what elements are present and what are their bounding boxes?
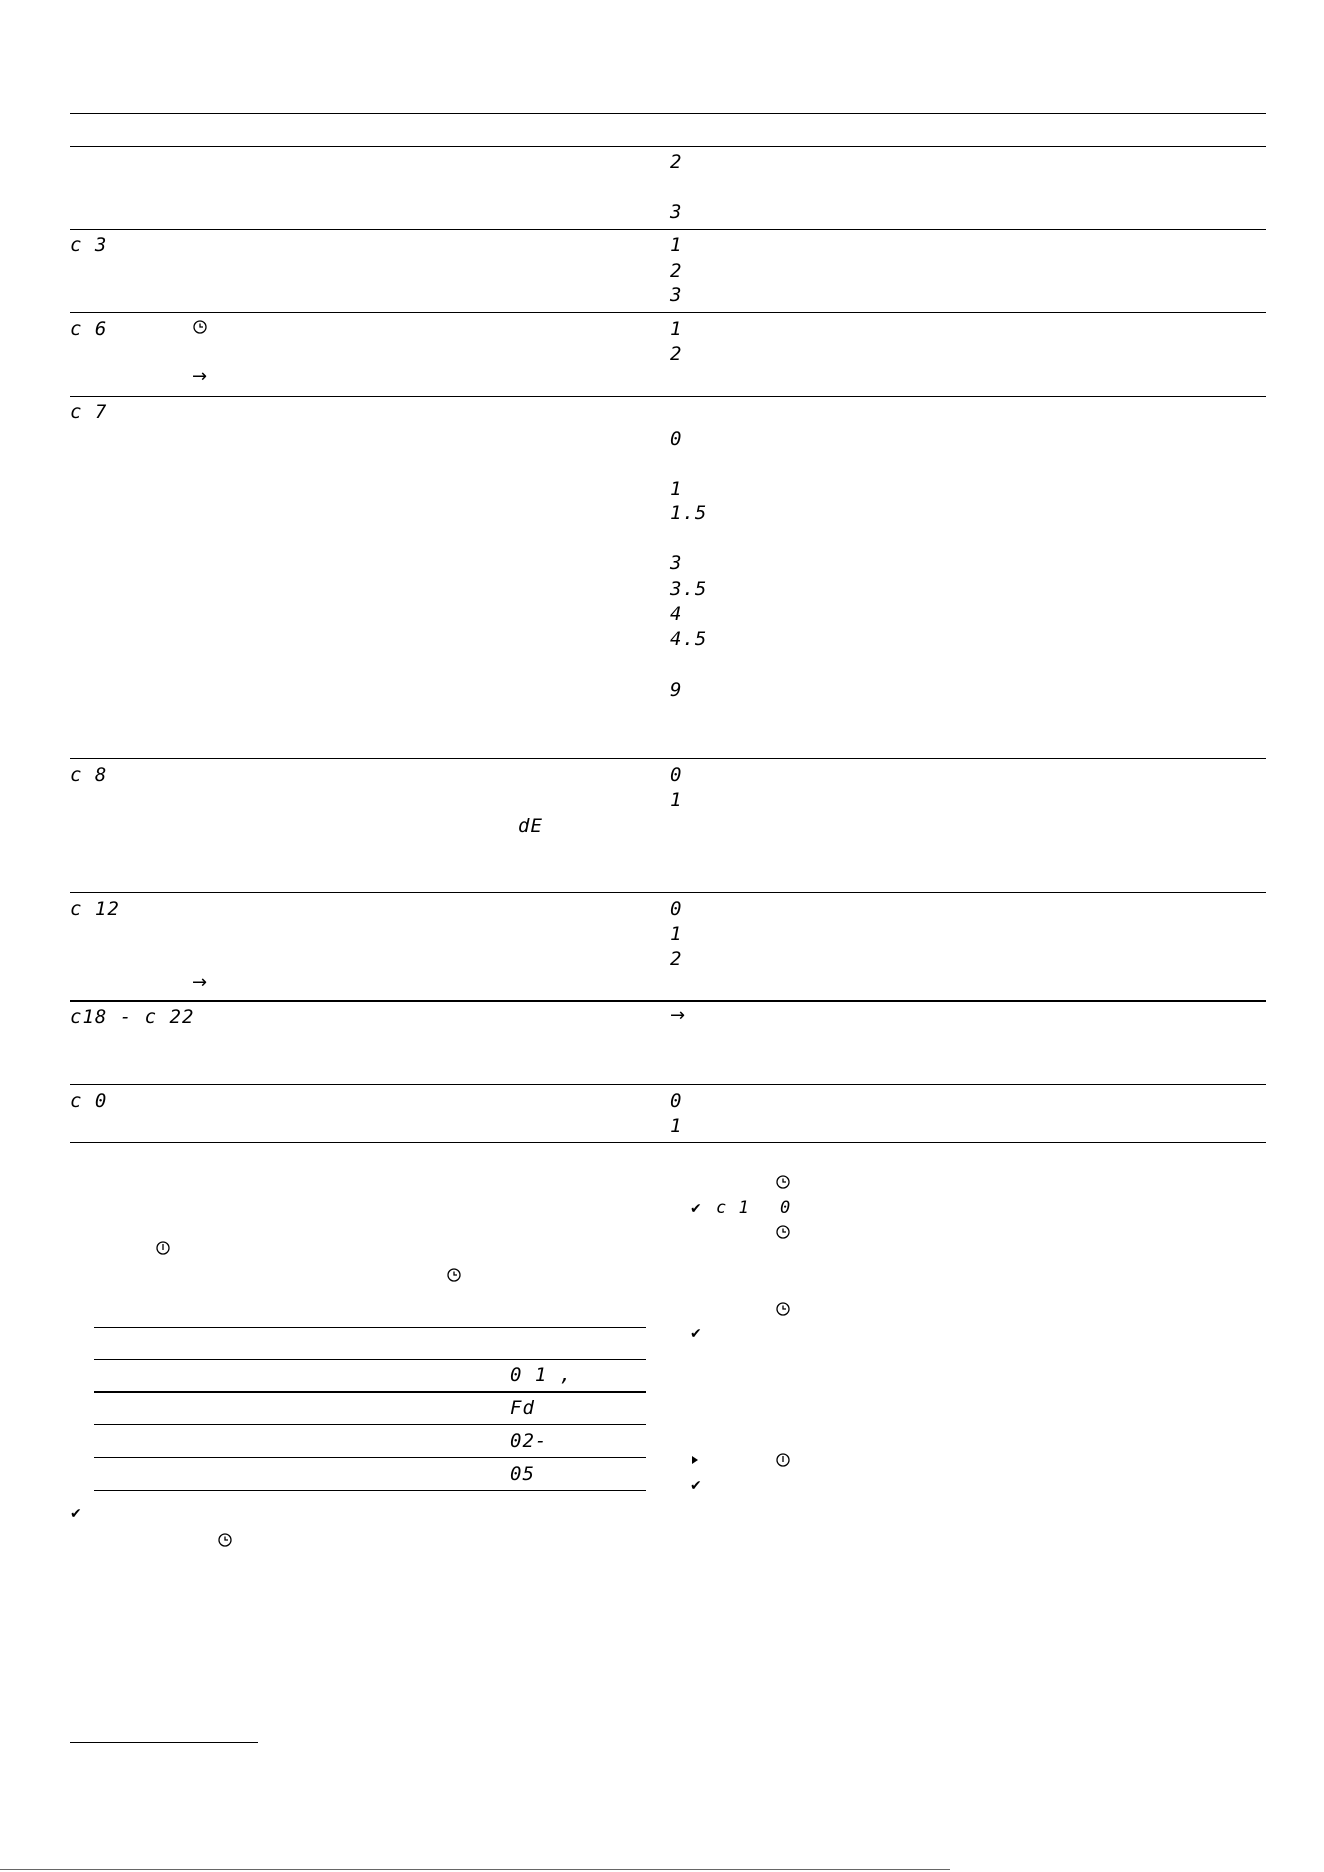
arrow-right-icon: → bbox=[192, 366, 208, 387]
clock-icon bbox=[218, 1533, 232, 1547]
checkmark-icon: ✔ bbox=[70, 1506, 82, 1522]
checkmark-icon: ✔ bbox=[690, 1478, 702, 1494]
row-divider bbox=[70, 1000, 1266, 1002]
setting-value: 2 bbox=[670, 151, 683, 173]
clock-icon bbox=[776, 1225, 790, 1239]
row-divider bbox=[70, 1084, 1266, 1085]
setting-value: 0 bbox=[670, 898, 683, 920]
power-icon bbox=[156, 1241, 170, 1255]
setting-value: 1 bbox=[670, 318, 683, 340]
display-table-divider bbox=[94, 1391, 646, 1393]
triangle-bullet-icon bbox=[692, 1456, 698, 1464]
setting-value: 0 bbox=[670, 764, 683, 786]
setting-value: 1.5 bbox=[670, 502, 708, 524]
clock-icon bbox=[447, 1268, 461, 1282]
setting-value: 1 bbox=[670, 234, 683, 256]
setting-value: 3 bbox=[670, 201, 683, 223]
setting-value: 1 bbox=[670, 1115, 683, 1137]
table-top-rule bbox=[70, 113, 1266, 114]
clock-icon bbox=[776, 1302, 790, 1316]
setting-value: 3.5 bbox=[670, 578, 708, 600]
row-divider bbox=[70, 312, 1266, 313]
power-icon bbox=[776, 1453, 790, 1467]
page-bottom-rule bbox=[0, 1869, 950, 1870]
setting-code: c 12 bbox=[70, 898, 120, 920]
table-bottom-rule bbox=[70, 1142, 1266, 1143]
row-divider bbox=[70, 396, 1266, 397]
setting-value: 2 bbox=[670, 343, 683, 365]
setting-value: 1 bbox=[670, 789, 683, 811]
display-table-divider bbox=[94, 1457, 646, 1458]
setting-value: 9 bbox=[670, 679, 683, 701]
setting-code: c 0 bbox=[70, 1090, 108, 1112]
setting-value: 1 bbox=[670, 923, 683, 945]
display-code: 02- bbox=[510, 1430, 548, 1452]
setting-value: 1 bbox=[670, 478, 683, 500]
setting-code: c 6 bbox=[70, 318, 108, 340]
display-code: 0 1 , bbox=[510, 1364, 573, 1386]
display-table-bottom-rule bbox=[94, 1490, 646, 1491]
setting-value: 4 bbox=[670, 603, 683, 625]
display-code: 05 bbox=[510, 1463, 535, 1485]
clock-icon bbox=[193, 320, 207, 334]
setting-value: 4.5 bbox=[670, 628, 708, 650]
setting-code: c 7 bbox=[70, 401, 108, 423]
display-table-header-rule bbox=[94, 1359, 646, 1360]
setting-value: 2 bbox=[670, 260, 683, 282]
setting-value: 3 bbox=[670, 284, 683, 306]
arrow-right-icon: → bbox=[670, 1005, 686, 1026]
setting-value: 2 bbox=[670, 948, 683, 970]
row-divider bbox=[70, 758, 1266, 759]
checkmark-icon: ✔ bbox=[690, 1201, 702, 1217]
setting-code: c 8 bbox=[70, 764, 108, 786]
display-code: dE bbox=[518, 815, 543, 837]
table-header-rule bbox=[70, 146, 1266, 147]
setting-value: 0 bbox=[780, 1198, 792, 1218]
setting-value: 3 bbox=[670, 552, 683, 574]
clock-icon bbox=[776, 1175, 790, 1189]
arrow-right-icon: → bbox=[192, 972, 208, 993]
setting-code: c 1 bbox=[716, 1198, 750, 1218]
display-code: Fd bbox=[510, 1397, 535, 1419]
setting-value: 0 bbox=[670, 1090, 683, 1112]
setting-code: c18 - c 22 bbox=[70, 1006, 195, 1028]
row-divider bbox=[70, 892, 1266, 893]
setting-value: 0 bbox=[670, 428, 683, 450]
footnote-rule bbox=[70, 1742, 258, 1743]
setting-code: c 3 bbox=[70, 234, 108, 256]
row-divider bbox=[70, 229, 1266, 230]
display-table-divider bbox=[94, 1424, 646, 1425]
display-table-top-rule bbox=[94, 1327, 646, 1328]
checkmark-icon: ✔ bbox=[690, 1326, 702, 1342]
